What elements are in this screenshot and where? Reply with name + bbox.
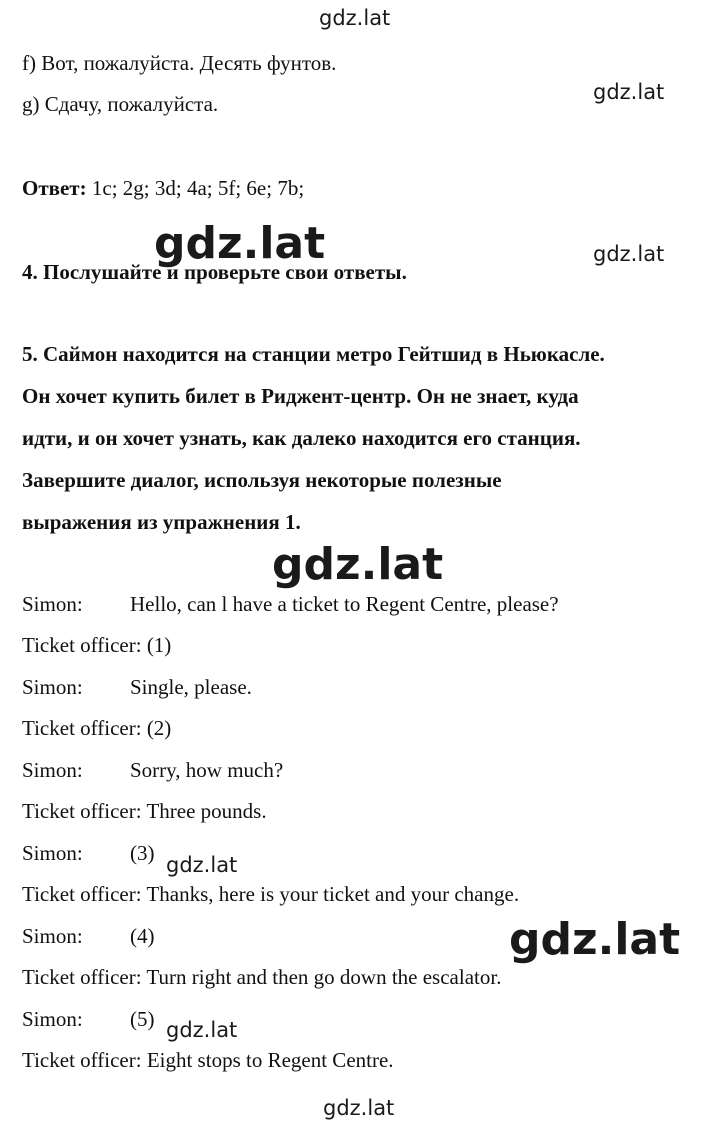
utterance: (1) — [146, 633, 172, 657]
speaker: Ticket officer: — [22, 799, 142, 823]
utterance: Hello, can l have a ticket to Regent Centre, please? — [130, 592, 559, 616]
task-5-line-4: Завершите диалог, используя некоторые полезные — [22, 468, 502, 492]
speaker: Ticket officer: — [22, 633, 142, 657]
option-f: f) Вот, пожалуйста. Десять фунтов. — [22, 51, 337, 75]
dialogue-line — [22, 760, 283, 781]
utterance: (4) — [130, 924, 155, 948]
speaker: Ticket officer: — [22, 1048, 142, 1072]
utterance: Three pounds. — [146, 799, 267, 823]
watermark-right-2: gdz.lat — [593, 242, 665, 266]
utterance: (5) — [130, 1007, 155, 1031]
watermark-inline-3: gdz.lat — [166, 853, 238, 877]
dialogue-line — [22, 718, 171, 739]
dialogue-line — [22, 926, 155, 947]
watermark-inline-5: gdz.lat — [166, 1018, 238, 1042]
watermark-bottom: gdz.lat — [323, 1096, 395, 1120]
speaker: Ticket officer: — [22, 965, 142, 989]
watermark-top: gdz.lat — [319, 6, 391, 30]
dialogue-line — [22, 801, 267, 822]
task-4-heading: 4. Послушайте и проверьте свои ответы. — [22, 260, 407, 284]
option-g: g) Сдачу, пожалуйста. — [22, 92, 219, 116]
dialogue-line — [22, 967, 501, 988]
watermark-right-1: gdz.lat — [593, 80, 665, 104]
watermark-big-3: gdz.lat — [509, 914, 681, 965]
utterance: Sorry, how much? — [130, 758, 284, 782]
answer-value: 1c; 2g; 3d; 4a; 5f; 6e; 7b; — [86, 176, 305, 200]
answer-label: Ответ: — [22, 176, 87, 200]
speaker: Ticket officer: — [22, 716, 142, 740]
utterance: (2) — [146, 716, 172, 740]
speaker: Simon: — [22, 758, 83, 782]
utterance: (3) — [130, 841, 155, 865]
utterance: Single, please. — [130, 675, 252, 699]
dialogue-line — [22, 677, 252, 698]
speaker: Simon: — [22, 1007, 83, 1031]
answer-line — [22, 178, 304, 199]
task-5-line-2: Он хочет купить билет в Ридж​ент-центр. Он не знает, куда — [22, 384, 579, 408]
dialogue-line — [22, 884, 519, 905]
speaker: Simon: — [22, 924, 83, 948]
dialogue-line — [22, 594, 559, 615]
watermark-big-1: gdz.lat — [154, 218, 326, 269]
watermark-big-2: gdz.lat — [272, 539, 444, 590]
speaker: Simon: — [22, 841, 83, 865]
task-5-line-1: 5. Саймон находится на станции метро Гейтшид в Ньюкасле. — [22, 342, 605, 366]
utterance: Eight stops to Regent Centre. — [146, 1048, 394, 1072]
dialogue-line — [22, 843, 155, 864]
task-5-line-3: идти, и он хочет узнать, как далеко находится его станция. — [22, 426, 581, 450]
dialogue-line — [22, 1050, 394, 1071]
speaker: Ticket officer: — [22, 882, 142, 906]
task-5-line-5: выражения из упражнения 1. — [22, 510, 301, 534]
utterance: Turn right and then go down the escalator. — [146, 965, 502, 989]
speaker: Simon: — [22, 675, 83, 699]
dialogue-line — [22, 1009, 155, 1030]
dialogue-line — [22, 635, 171, 656]
utterance: Thanks, here is your ticket and your change. — [146, 882, 520, 906]
speaker: Simon: — [22, 592, 83, 616]
